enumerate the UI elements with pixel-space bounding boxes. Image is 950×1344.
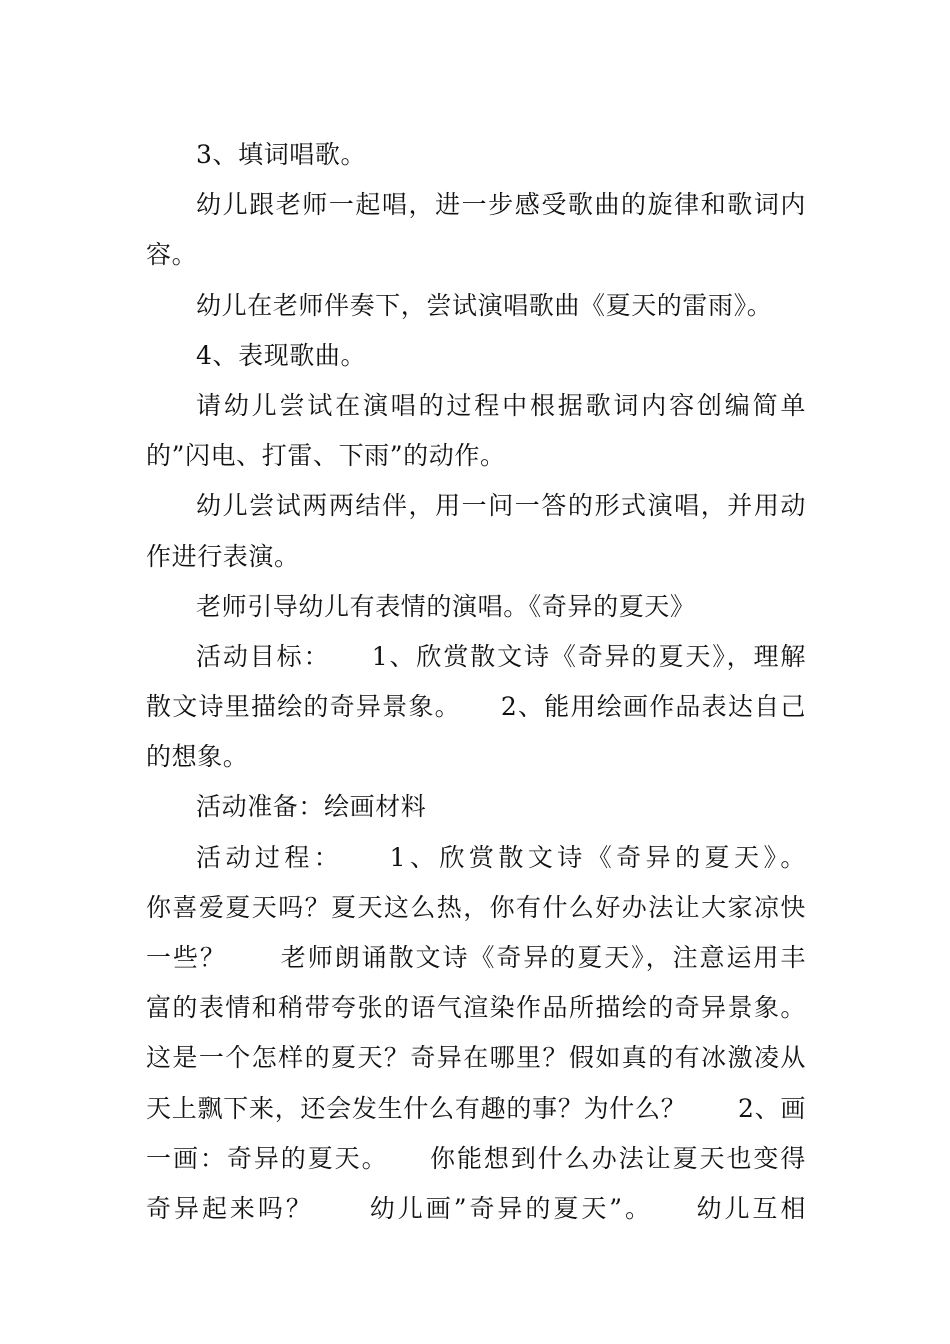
paragraph-line: 这是一个怎样的夏天？奇异在哪里？假如真的有冰激凌从 <box>146 1043 806 1073</box>
paragraph-line: 散文诗里描绘的奇异景象。 2、能用绘画作品表达自己 <box>146 692 806 722</box>
paragraph-line: 3、填词唱歌。 <box>196 140 367 169</box>
paragraph-line: 容。 <box>146 240 198 270</box>
paragraph-line: 天上飘下来，还会发生什么有趣的事？为什么？ 2、画 <box>146 1093 806 1123</box>
paragraph-line: 4、表现歌曲。 <box>196 340 367 370</box>
document-page <box>146 130 806 1234</box>
paragraph-line: 的想象。 <box>146 742 249 772</box>
paragraph-line: 幼儿跟老师一起唱，进一步感受歌曲的旋律和歌词内 <box>196 190 806 220</box>
paragraph-line: 奇异起来吗？ 幼儿画”奇异的夏天”。 幼儿互相 <box>146 1193 806 1223</box>
paragraph-line: 富的表情和稍带夸张的语气渲染作品所描绘的奇异景象。 <box>146 993 806 1023</box>
paragraph-line: 活动过程： 1、欣赏散文诗《奇异的夏天》。 <box>196 842 806 872</box>
paragraph-line: 作进行表演。 <box>146 541 300 571</box>
paragraph-line: 一些？ 老师朗诵散文诗《奇异的夏天》，注意运用丰 <box>146 943 806 972</box>
paragraph-line: 幼儿在老师伴奏下，尝试演唱歌曲《夏天的雷雨》。 <box>196 290 773 320</box>
paragraph-line: 的”闪电、打雷、下雨”的动作。 <box>146 441 506 471</box>
paragraph-line: 老师引导幼儿有表情的演唱。《奇异的夏天》 <box>196 591 696 621</box>
paragraph-line: 活动目标： 1、欣赏散文诗《奇异的夏天》，理解 <box>196 641 806 671</box>
paragraph-line: 请幼儿尝试在演唱的过程中根据歌词内容创编简单 <box>196 390 806 420</box>
paragraph-line: 活动准备：绘画材料 <box>196 792 427 822</box>
paragraph-line: 一画：奇异的夏天。 你能想到什么办法让夏天也变得 <box>146 1143 806 1173</box>
paragraph-line: 幼儿尝试两两结伴，用一问一答的形式演唱，并用动 <box>196 491 806 521</box>
paragraph-line: 你喜爱夏天吗？夏天这么热，你有什么好办法让大家凉快 <box>146 892 806 922</box>
